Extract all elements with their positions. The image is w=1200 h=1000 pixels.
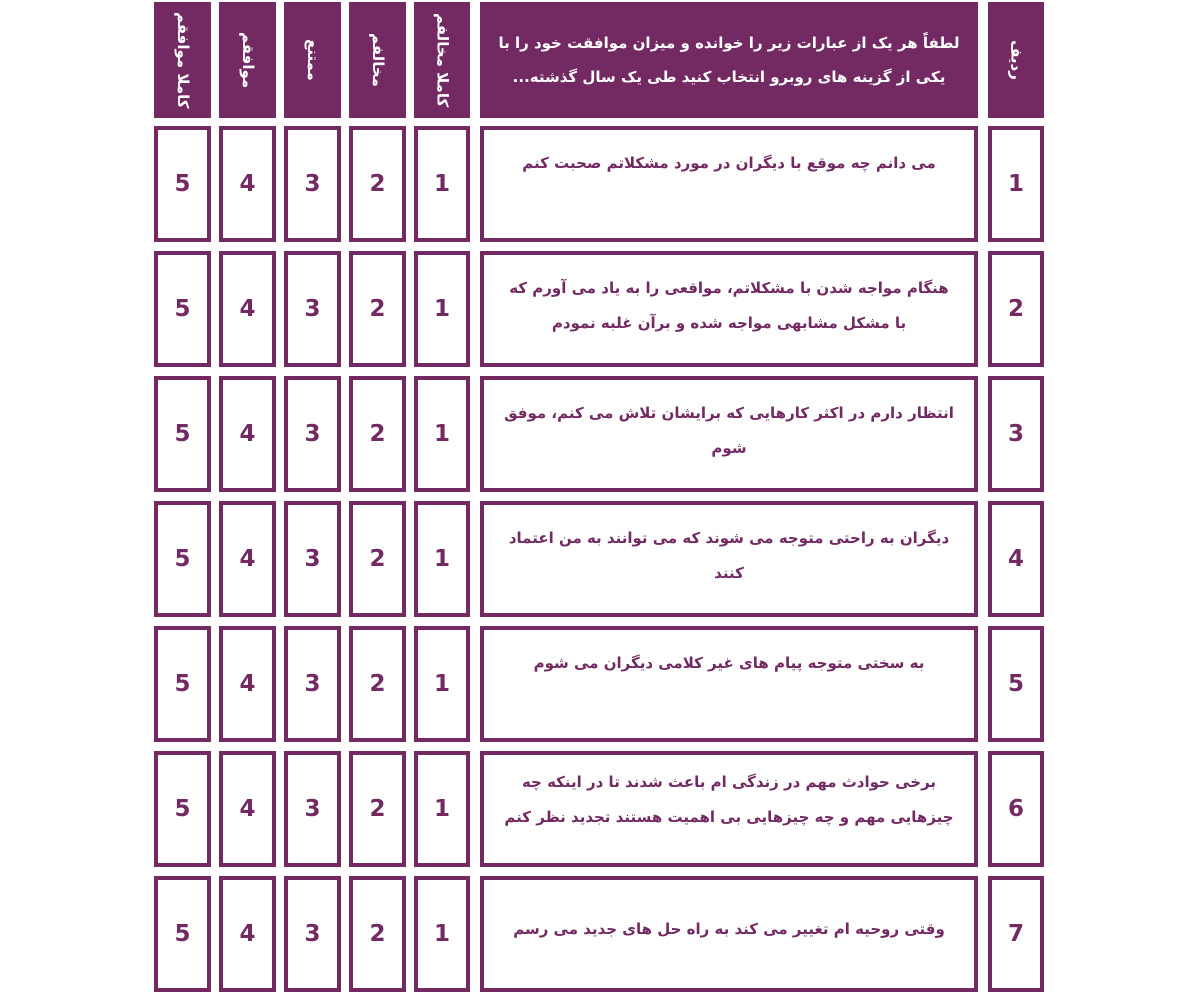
score-option-2[interactable]: 2 <box>349 376 406 492</box>
score-option-5[interactable]: 5 <box>154 251 211 367</box>
header-instruction <box>480 2 978 118</box>
row-statement: برخی حوادث مهم در زندگی ام باعث شدند تا در اینکه چه چیزهایی مهم و چه چیزهایی بی اهمیت هستند تجدید نظر کنم <box>480 751 978 867</box>
row-number: 1 <box>988 126 1044 242</box>
header-option-label: کاملا مخالفم <box>433 12 452 108</box>
header-option-label: کاملا موافقم <box>174 11 192 109</box>
score-option-3[interactable]: 3 <box>284 126 341 242</box>
header-option-disagree <box>349 2 406 118</box>
score-option-1[interactable]: 1 <box>414 751 470 867</box>
header-option-label: موافقم <box>239 31 257 89</box>
score-option-5[interactable]: 5 <box>154 626 211 742</box>
score-option-1[interactable]: 1 <box>414 251 470 367</box>
row-number: 5 <box>988 626 1044 742</box>
score-option-3[interactable]: 3 <box>284 376 341 492</box>
row-statement: دیگران به راحتی متوجه می شوند که می توانند به من اعتماد کنند <box>480 501 978 617</box>
score-option-2[interactable]: 2 <box>349 626 406 742</box>
score-option-3[interactable]: 3 <box>284 251 341 367</box>
row-number: 3 <box>988 376 1044 492</box>
header-option-strongly-agree <box>154 2 211 118</box>
score-option-3[interactable]: 3 <box>284 501 341 617</box>
score-option-5[interactable]: 5 <box>154 501 211 617</box>
score-option-1[interactable]: 1 <box>414 626 470 742</box>
score-option-4[interactable]: 4 <box>219 126 276 242</box>
header-option-neutral <box>284 2 341 118</box>
score-option-2[interactable]: 2 <box>349 126 406 242</box>
row-statement: انتظار دارم در اکثر کارهایی که برایشان تلاش می کنم، موفق شوم <box>480 376 978 492</box>
score-option-3[interactable]: 3 <box>284 751 341 867</box>
score-option-5[interactable]: 5 <box>154 376 211 492</box>
header-option-agree <box>219 2 276 118</box>
score-option-4[interactable]: 4 <box>219 376 276 492</box>
score-option-2[interactable]: 2 <box>349 876 406 992</box>
score-option-5[interactable]: 5 <box>154 126 211 242</box>
score-option-1[interactable]: 1 <box>414 376 470 492</box>
score-option-4[interactable]: 4 <box>219 876 276 992</box>
score-option-5[interactable]: 5 <box>154 876 211 992</box>
row-statement: وقتی روحیه ام تغییر می کند به راه حل های جدید می رسم <box>480 876 978 992</box>
header-option-strongly-disagree <box>414 2 470 118</box>
header-row-label <box>988 2 1044 118</box>
score-option-2[interactable]: 2 <box>349 501 406 617</box>
score-option-2[interactable]: 2 <box>349 751 406 867</box>
score-option-4[interactable]: 4 <box>219 251 276 367</box>
row-number: 7 <box>988 876 1044 992</box>
score-option-1[interactable]: 1 <box>414 501 470 617</box>
score-option-2[interactable]: 2 <box>349 251 406 367</box>
score-option-1[interactable]: 1 <box>414 126 470 242</box>
header-option-label: مخالفم <box>369 33 387 87</box>
score-option-3[interactable]: 3 <box>284 876 341 992</box>
row-number: 6 <box>988 751 1044 867</box>
score-option-4[interactable]: 4 <box>219 626 276 742</box>
row-number: 4 <box>988 501 1044 617</box>
header-row-label-text: ردیف <box>1007 40 1026 80</box>
header-instruction-text: لطفاً هر یک از عبارات زیر را خوانده و میزان موافقت خود را با یکی از گزینه های روبرو انتخاب کنید طی یک سال گذشته... <box>498 34 960 86</box>
score-option-1[interactable]: 1 <box>414 876 470 992</box>
row-statement: هنگام مواجه شدن با مشکلاتم، مواقعی را به یاد می آورم که با مشکل مشابهی مواجه شده و برآن غلبه نمودم <box>480 251 978 367</box>
score-option-5[interactable]: 5 <box>154 751 211 867</box>
score-option-3[interactable]: 3 <box>284 626 341 742</box>
score-option-4[interactable]: 4 <box>219 501 276 617</box>
row-number: 2 <box>988 251 1044 367</box>
row-statement: به سختی متوجه پیام های غیر کلامی دیگران می شوم <box>480 626 978 742</box>
row-statement: می دانم چه موقع با دیگران در مورد مشکلاتم صحبت کنم <box>480 126 978 242</box>
score-option-4[interactable]: 4 <box>219 751 276 867</box>
header-option-label: ممتنع <box>304 39 322 81</box>
